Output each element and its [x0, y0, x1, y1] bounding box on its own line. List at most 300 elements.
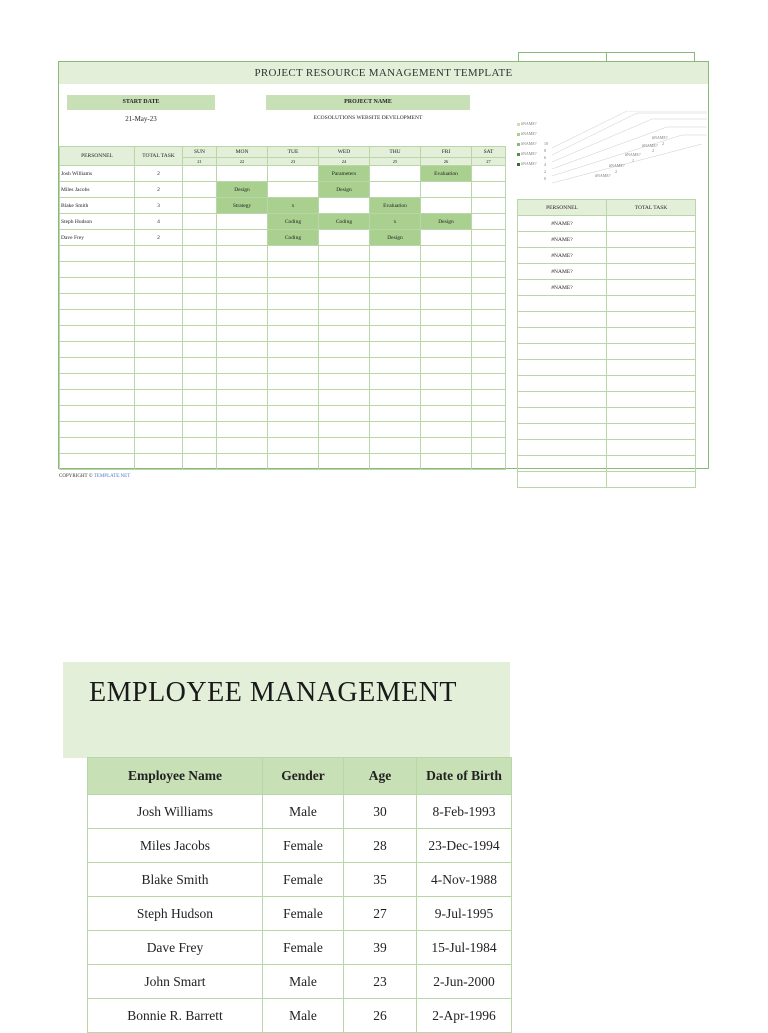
empty-cell[interactable] [60, 278, 135, 294]
empty-cell[interactable] [319, 406, 370, 422]
task-cell[interactable]: Coding [319, 214, 370, 230]
table-row [88, 795, 512, 829]
empty-cell[interactable] [370, 310, 421, 326]
empty-cell[interactable] [183, 390, 217, 406]
empty-cell[interactable] [268, 406, 319, 422]
task-cell[interactable]: Design [217, 182, 268, 198]
empty-cell[interactable] [217, 294, 268, 310]
employee-cell[interactable]: 35 [344, 863, 417, 897]
empty-cell[interactable] [268, 422, 319, 438]
empty-cell[interactable] [421, 326, 472, 342]
task-cell[interactable]: Evaluation [421, 166, 472, 182]
legend-label: #NAME? [521, 161, 537, 166]
axis-tick-label: 10 [544, 141, 548, 146]
employee-cell[interactable]: 4-Nov-1988 [417, 863, 512, 897]
empty-cell[interactable] [183, 262, 217, 278]
summary-total-cell[interactable] [607, 408, 696, 424]
table-row [518, 424, 696, 440]
table-row [518, 344, 696, 360]
table-row [518, 232, 696, 248]
employee-header-row [88, 758, 512, 795]
empty-cell[interactable] [518, 344, 607, 360]
table-row [518, 408, 696, 424]
empty-cell[interactable] [421, 454, 472, 470]
empty-cell[interactable] [518, 472, 607, 488]
task-cell[interactable] [472, 182, 506, 198]
total-task-cell[interactable]: 2 [135, 230, 183, 246]
empty-cell[interactable] [60, 342, 135, 358]
summary-total-cell[interactable] [607, 312, 696, 328]
empty-cell[interactable] [60, 358, 135, 374]
empty-cell[interactable] [268, 278, 319, 294]
personnel-name[interactable]: Dave Frey [60, 230, 135, 246]
summary-personnel-cell[interactable]: #NAME? [518, 248, 607, 264]
table-row [518, 280, 696, 296]
empty-cell[interactable] [183, 294, 217, 310]
employee-cell[interactable]: 2-Jun-2000 [417, 965, 512, 999]
employee-table [87, 757, 512, 1033]
summary-personnel-cell[interactable]: #NAME? [518, 216, 607, 232]
empty-cell[interactable] [319, 326, 370, 342]
table-row [60, 262, 506, 278]
task-cell[interactable] [421, 198, 472, 214]
table-row [60, 422, 506, 438]
summary-personnel-cell[interactable]: #NAME? [518, 232, 607, 248]
empty-cell[interactable] [370, 342, 421, 358]
empty-cell[interactable] [370, 422, 421, 438]
table-row [518, 456, 696, 472]
empty-cell[interactable] [60, 422, 135, 438]
empty-cell[interactable] [370, 278, 421, 294]
employee-cell[interactable]: 9-Jul-1995 [417, 897, 512, 931]
table-row [88, 999, 512, 1033]
table-row [60, 246, 506, 262]
date-header: 25 [370, 158, 421, 166]
day-header: WED [319, 147, 370, 158]
empty-cell[interactable] [421, 422, 472, 438]
task-cell[interactable]: Design [370, 230, 421, 246]
task-cell[interactable] [217, 230, 268, 246]
table-row [60, 278, 506, 294]
table-row [518, 392, 696, 408]
task-cell[interactable] [421, 182, 472, 198]
empty-cell[interactable] [217, 374, 268, 390]
employee-cell[interactable]: Male [263, 965, 344, 999]
table-row [518, 264, 696, 280]
empty-cell[interactable] [421, 374, 472, 390]
empty-cell[interactable] [370, 326, 421, 342]
empty-cell[interactable] [60, 406, 135, 422]
date-header: 26 [421, 158, 472, 166]
table-row [88, 931, 512, 965]
employee-cell[interactable]: Female [263, 863, 344, 897]
empty-cell[interactable] [268, 358, 319, 374]
empty-cell[interactable] [268, 310, 319, 326]
empty-cell[interactable] [60, 438, 135, 454]
summary-table [517, 199, 696, 488]
empty-cell[interactable] [217, 278, 268, 294]
empty-cell[interactable] [319, 374, 370, 390]
employee-cell[interactable]: 39 [344, 931, 417, 965]
table-row [518, 472, 696, 488]
empty-cell[interactable] [518, 424, 607, 440]
employee-column-header: Age [344, 758, 417, 795]
axis-tick-label: 2 [544, 169, 546, 174]
empty-cell[interactable] [268, 390, 319, 406]
empty-cell[interactable] [60, 246, 135, 262]
task-cell[interactable] [472, 230, 506, 246]
task-cell[interactable] [370, 166, 421, 182]
summary-total-cell[interactable] [607, 232, 696, 248]
empty-cell[interactable] [268, 454, 319, 470]
empty-cell[interactable] [183, 438, 217, 454]
empty-cell[interactable] [60, 326, 135, 342]
employee-cell[interactable]: Blake Smith [88, 863, 263, 897]
empty-cell[interactable] [183, 454, 217, 470]
empty-cell[interactable] [217, 390, 268, 406]
task-cell[interactable]: Coding [268, 214, 319, 230]
day-header: SUN [183, 147, 217, 158]
total-task-cell[interactable]: 2 [135, 182, 183, 198]
empty-cell[interactable] [370, 374, 421, 390]
total-task-cell[interactable]: 4 [135, 214, 183, 230]
empty-cell[interactable] [421, 406, 472, 422]
empty-cell[interactable] [472, 454, 506, 470]
task-cell[interactable]: Design [421, 214, 472, 230]
empty-cell[interactable] [472, 278, 506, 294]
empty-cell[interactable] [518, 312, 607, 328]
task-cell[interactable] [183, 166, 217, 182]
task-cell[interactable] [472, 214, 506, 230]
chart-value-label: 1 [632, 158, 634, 163]
sheet-top-tabs [518, 52, 695, 61]
empty-cell[interactable] [183, 310, 217, 326]
summary-total-cell[interactable] [607, 328, 696, 344]
empty-cell[interactable] [268, 326, 319, 342]
task-cell[interactable] [183, 230, 217, 246]
empty-cell[interactable] [135, 342, 183, 358]
personnel-name[interactable]: Josh Williams [60, 166, 135, 182]
empty-cell[interactable] [472, 390, 506, 406]
empty-cell[interactable] [472, 310, 506, 326]
task-cell[interactable] [183, 182, 217, 198]
task-cell[interactable]: Design [319, 182, 370, 198]
empty-cell[interactable] [518, 440, 607, 456]
empty-cell[interactable] [135, 246, 183, 262]
employee-cell[interactable]: 8-Feb-1993 [417, 795, 512, 829]
table-row [60, 214, 506, 230]
empty-cell[interactable] [518, 392, 607, 408]
legend-label: #NAME? [521, 141, 537, 146]
day-header: THU [370, 147, 421, 158]
employee-cell[interactable]: Dave Frey [88, 931, 263, 965]
empty-cell[interactable] [183, 422, 217, 438]
empty-cell[interactable] [472, 246, 506, 262]
empty-cell[interactable] [370, 246, 421, 262]
empty-cell[interactable] [319, 438, 370, 454]
employee-cell[interactable]: 27 [344, 897, 417, 931]
empty-cell[interactable] [518, 328, 607, 344]
table-row [518, 440, 696, 456]
empty-cell[interactable] [472, 438, 506, 454]
empty-cell[interactable] [472, 262, 506, 278]
chart-legend-entry [517, 121, 537, 126]
empty-cell[interactable] [268, 262, 319, 278]
chart-value-label: 2 [615, 169, 617, 174]
total-task-cell[interactable]: 2 [135, 166, 183, 182]
table-row [60, 326, 506, 342]
employee-cell[interactable]: 28 [344, 829, 417, 863]
empty-cell[interactable] [472, 326, 506, 342]
chart-value-label: #NAME? [595, 173, 611, 178]
task-cell[interactable] [472, 198, 506, 214]
empty-cell[interactable] [183, 278, 217, 294]
empty-cell[interactable] [370, 358, 421, 374]
empty-cell[interactable] [319, 262, 370, 278]
empty-cell[interactable] [370, 390, 421, 406]
empty-cell[interactable] [370, 406, 421, 422]
empty-cell[interactable] [319, 358, 370, 374]
table-row [60, 390, 506, 406]
table-row [60, 182, 506, 198]
summary-total-cell[interactable] [607, 360, 696, 376]
summary-total-cell[interactable] [607, 248, 696, 264]
summary-total-cell[interactable] [607, 472, 696, 488]
table-row [518, 328, 696, 344]
empty-cell[interactable] [217, 358, 268, 374]
task-cell[interactable] [217, 214, 268, 230]
empty-cell[interactable] [217, 310, 268, 326]
empty-cell[interactable] [183, 374, 217, 390]
axis-tick-label: 8 [544, 148, 546, 153]
empty-cell[interactable] [217, 326, 268, 342]
empty-cell[interactable] [183, 246, 217, 262]
date-header: 27 [472, 158, 506, 166]
empty-cell[interactable] [370, 438, 421, 454]
empty-cell[interactable] [319, 422, 370, 438]
employee-cell[interactable]: Josh Williams [88, 795, 263, 829]
empty-cell[interactable] [268, 438, 319, 454]
task-cell[interactable]: x [370, 214, 421, 230]
task-cell[interactable] [319, 198, 370, 214]
chart-value-label: #NAME? [609, 163, 625, 168]
empty-cell[interactable] [319, 390, 370, 406]
empty-cell[interactable] [183, 406, 217, 422]
empty-cell[interactable] [217, 262, 268, 278]
empty-cell[interactable] [183, 326, 217, 342]
empty-cell[interactable] [135, 294, 183, 310]
task-cell[interactable]: Coding [268, 230, 319, 246]
summary-total-cell[interactable] [607, 280, 696, 296]
empty-cell[interactable] [421, 246, 472, 262]
summary-personnel-cell[interactable]: #NAME? [518, 264, 607, 280]
summary-total-cell[interactable] [607, 424, 696, 440]
start-date-value[interactable]: 21-May-23 [125, 115, 157, 123]
empty-cell[interactable] [268, 294, 319, 310]
summary-total-cell[interactable] [607, 216, 696, 232]
empty-cell[interactable] [370, 454, 421, 470]
date-header: 22 [217, 158, 268, 166]
empty-cell[interactable] [183, 342, 217, 358]
empty-cell[interactable] [135, 374, 183, 390]
employee-cell[interactable]: Bonnie R. Barrett [88, 999, 263, 1033]
empty-cell[interactable] [217, 246, 268, 262]
employee-cell[interactable]: 15-Jul-1984 [417, 931, 512, 965]
empty-cell[interactable] [421, 262, 472, 278]
empty-cell[interactable] [421, 390, 472, 406]
legend-swatch-icon [517, 163, 520, 166]
employee-cell[interactable]: Female [263, 829, 344, 863]
empty-cell[interactable] [135, 406, 183, 422]
empty-cell[interactable] [370, 294, 421, 310]
project-sheet [58, 61, 709, 469]
chart-value-label: 2 [662, 141, 664, 146]
task-cell[interactable] [183, 198, 217, 214]
employee-cell[interactable]: 30 [344, 795, 417, 829]
task-cell[interactable] [268, 166, 319, 182]
empty-cell[interactable] [135, 422, 183, 438]
task-cell[interactable]: Evaluation [370, 198, 421, 214]
empty-cell[interactable] [135, 438, 183, 454]
summary-total-cell[interactable] [607, 392, 696, 408]
empty-cell[interactable] [217, 406, 268, 422]
total-task-cell[interactable]: 3 [135, 198, 183, 214]
task-cell[interactable] [421, 230, 472, 246]
axis-tick-label: 4 [544, 162, 546, 167]
employee-cell[interactable]: 26 [344, 999, 417, 1033]
summary-total-cell[interactable] [607, 456, 696, 472]
empty-cell[interactable] [60, 390, 135, 406]
empty-cell[interactable] [319, 454, 370, 470]
summary-total-cell[interactable] [607, 264, 696, 280]
employee-cell[interactable]: Miles Jacobs [88, 829, 263, 863]
summary-total-cell[interactable] [607, 440, 696, 456]
empty-cell[interactable] [217, 438, 268, 454]
employee-cell[interactable]: Male [263, 999, 344, 1033]
empty-cell[interactable] [135, 454, 183, 470]
empty-cell[interactable] [217, 454, 268, 470]
empty-cell[interactable] [518, 456, 607, 472]
employee-cell[interactable]: John Smart [88, 965, 263, 999]
empty-cell[interactable] [60, 374, 135, 390]
personnel-name[interactable]: Blake Smith [60, 198, 135, 214]
summary-personnel-cell[interactable]: #NAME? [518, 280, 607, 296]
axis-tick-label: 0 [544, 176, 546, 181]
table-row [88, 829, 512, 863]
grid-header-days [60, 147, 506, 158]
empty-cell[interactable] [518, 408, 607, 424]
empty-cell[interactable] [319, 342, 370, 358]
empty-cell[interactable] [518, 296, 607, 312]
summary-header-row [518, 200, 696, 216]
task-cell[interactable] [183, 214, 217, 230]
empty-cell[interactable] [472, 358, 506, 374]
empty-cell[interactable] [135, 310, 183, 326]
task-cell[interactable] [319, 230, 370, 246]
empty-cell[interactable] [183, 358, 217, 374]
empty-cell[interactable] [319, 294, 370, 310]
task-cell[interactable]: x [268, 198, 319, 214]
empty-cell[interactable] [472, 374, 506, 390]
empty-cell[interactable] [319, 310, 370, 326]
empty-cell[interactable] [268, 374, 319, 390]
empty-cell[interactable] [217, 342, 268, 358]
empty-cell[interactable] [472, 294, 506, 310]
employee-cell[interactable]: 23-Dec-1994 [417, 829, 512, 863]
chart-value-label: #NAME? [652, 135, 668, 140]
empty-cell[interactable] [472, 406, 506, 422]
personnel-name[interactable]: Miles Jacobs [60, 182, 135, 198]
summary-personnel-header: PERSONNEL [518, 200, 607, 216]
task-cell[interactable] [268, 182, 319, 198]
task-cell[interactable] [370, 182, 421, 198]
legend-label: #NAME? [521, 121, 537, 126]
empty-cell[interactable] [60, 310, 135, 326]
employee-cell[interactable]: Male [263, 795, 344, 829]
empty-cell[interactable] [319, 246, 370, 262]
task-cell[interactable]: Strategy [217, 198, 268, 214]
chart-legend-entry [517, 161, 537, 166]
empty-cell[interactable] [421, 278, 472, 294]
table-row [518, 216, 696, 232]
employee-cell[interactable]: 2-Apr-1996 [417, 999, 512, 1033]
empty-cell[interactable] [319, 278, 370, 294]
personnel-name[interactable]: Steph Hudson [60, 214, 135, 230]
summary-total-cell[interactable] [607, 344, 696, 360]
empty-cell[interactable] [135, 278, 183, 294]
employee-cell[interactable]: Female [263, 897, 344, 931]
empty-cell[interactable] [268, 246, 319, 262]
table-row [518, 376, 696, 392]
empty-cell[interactable] [472, 342, 506, 358]
employee-cell[interactable]: 23 [344, 965, 417, 999]
project-name-value[interactable]: ECOSOLUTIONS WEBSITE DEVELOPMENT [313, 115, 423, 121]
task-cell[interactable] [217, 166, 268, 182]
empty-cell[interactable] [518, 376, 607, 392]
empty-cell[interactable] [370, 262, 421, 278]
empty-cell[interactable] [60, 294, 135, 310]
empty-cell[interactable] [60, 262, 135, 278]
empty-cell[interactable] [135, 326, 183, 342]
employee-cell[interactable]: Steph Hudson [88, 897, 263, 931]
day-header: FRI [421, 147, 472, 158]
empty-cell[interactable] [421, 294, 472, 310]
empty-cell[interactable] [135, 390, 183, 406]
empty-cell[interactable] [472, 422, 506, 438]
task-cell[interactable] [472, 166, 506, 182]
empty-cell[interactable] [60, 454, 135, 470]
empty-cell[interactable] [217, 422, 268, 438]
table-row [88, 897, 512, 931]
empty-cell[interactable] [421, 310, 472, 326]
employee-column-header: Employee Name [88, 758, 263, 795]
empty-cell[interactable] [421, 438, 472, 454]
empty-cell[interactable] [135, 358, 183, 374]
chart-legend-entry [517, 151, 537, 156]
summary-total-cell[interactable] [607, 296, 696, 312]
legend-label: #NAME? [521, 131, 537, 136]
task-cell[interactable]: Parameters [319, 166, 370, 182]
empty-cell[interactable] [421, 358, 472, 374]
legend-swatch-icon [517, 143, 520, 146]
empty-cell[interactable] [518, 360, 607, 376]
empty-cell[interactable] [268, 342, 319, 358]
template-net-link[interactable]: TEMPLATE.NET [93, 474, 131, 479]
empty-cell[interactable] [135, 262, 183, 278]
empty-cell[interactable] [421, 342, 472, 358]
summary-total-cell[interactable] [607, 376, 696, 392]
employee-cell[interactable]: Female [263, 931, 344, 965]
